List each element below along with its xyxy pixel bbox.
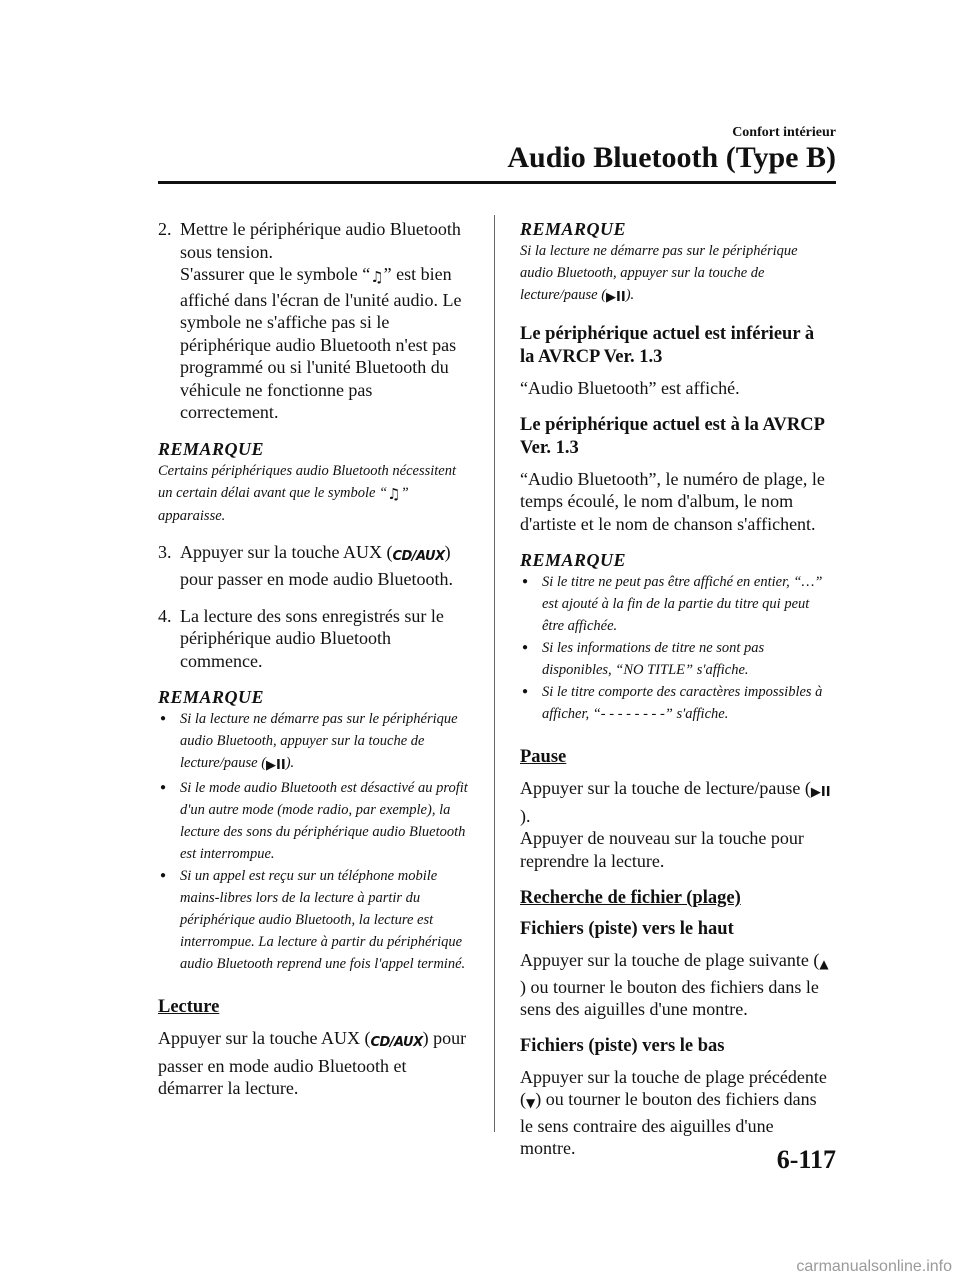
section-heading-search: Recherche de fichier (plage) — [520, 888, 741, 908]
right-column — [520, 218, 832, 1160]
left-column — [158, 218, 470, 1100]
step-3 — [158, 541, 470, 591]
step-3-text: Appuyer sur la touche AUX (CD/AUX) pour passer en mode audio Bluetooth. — [180, 541, 453, 589]
section-heading-pause: Pause — [520, 747, 567, 767]
chapter-title: Audio Bluetooth (Type B) — [507, 141, 836, 174]
note-text: Si la lecture ne démarre pas sur le périphérique audio Bluetooth, appuyer sur la touche de lecture/pause (▶II). — [520, 240, 832, 309]
play-pause-icon: ▶II — [810, 785, 831, 800]
note-title: REMARQUE — [520, 219, 627, 239]
note-item: ● Si un appel est reçu sur un téléphone mobile mains-libres lors de la lecture à partir du périphérique audio Bluetooth, la lecture est interrompue. La lecture à partir du périphérique audio Bluetooth reprend une fois l'appel terminé. — [158, 865, 470, 975]
track-up-heading: Fichiers (piste) vers le haut — [520, 919, 734, 939]
pause-resume-text: Appuyer de nouveau sur la touche pour reprendre la lecture. — [520, 828, 804, 871]
step-number: 4. — [158, 605, 172, 626]
up-triangle-icon: ▲ — [819, 957, 829, 971]
play-pause-icon: ▶II — [606, 290, 626, 305]
column-divider — [494, 215, 495, 1132]
note-title: REMARQUE — [520, 550, 627, 570]
step-4-text: La lecture des sons enregistrés sur le périphérique audio Bluetooth commence. — [180, 605, 444, 671]
note-item: ● Si le mode audio Bluetooth est désactivé au profit d'un autre mode (mode radio, par exemple), la lecture des sons du périphérique audio Bluetooth est interrompue. — [158, 777, 470, 865]
bullet-icon: ● — [522, 686, 529, 697]
step-number: 3. — [158, 541, 172, 562]
music-note-icon: ♫ — [387, 484, 401, 503]
step-2 — [158, 218, 470, 424]
cd-aux-button-icon: CD/AUX — [392, 548, 445, 564]
page-number: 6-117 — [776, 1145, 836, 1174]
step-2-text: Mettre le périphérique audio Bluetooth sous tension. — [180, 219, 461, 262]
lecture-text: Appuyer sur la touche AUX (CD/AUX) pour passer en mode audio Bluetooth et démarrer la lecture. — [158, 1028, 467, 1098]
pause-text: Appuyer sur la touche de lecture/pause (▶II). — [520, 778, 831, 826]
bullet-icon: ● — [160, 782, 167, 793]
music-note-icon: ♫ — [370, 268, 384, 286]
header-rule — [158, 181, 836, 184]
avrcp-13-heading: Le périphérique actuel est à la AVRCP Ver. 1.3 — [520, 414, 824, 458]
bullet-icon: ● — [160, 713, 167, 724]
track-down-heading: Fichiers (piste) vers le bas — [520, 1035, 725, 1056]
note-text: Certains périphériques audio Bluetooth nécessitent un certain délai avant que le symbole “♫” apparaisse. — [158, 462, 457, 524]
play-pause-icon: ▶II — [266, 758, 286, 773]
down-triangle-icon: ▼ — [526, 1096, 536, 1110]
note-title: REMARQUE — [158, 687, 265, 707]
bullet-icon: ● — [160, 870, 167, 881]
note-list — [520, 571, 832, 725]
step-2-detail: S'assurer que le symbole “♫” est bien affiché dans l'écran de l'unité audio. Le symbole ne s'affiche pas si le périphérique audio Bluetooth n'est pas programmé ou si l'unité Bluetooth du véhicule ne fonctionne pas correctement. — [180, 264, 462, 422]
section-label: Confort intérieur — [732, 125, 836, 140]
avrcp-low-text: “Audio Bluetooth” est affiché. — [520, 378, 740, 398]
section-heading-lecture: Lecture — [158, 997, 220, 1017]
note-item: ● Si le titre ne peut pas être affiché en entier, “…” est ajouté à la fin de la partie du titre qui peut être affichée. — [520, 571, 832, 637]
note-list — [158, 708, 470, 975]
note-item: ● Si les informations de titre ne sont pas disponibles, “NO TITLE” s'affiche. — [520, 637, 832, 681]
track-up-text: Appuyer sur la touche de plage suivante (▲) ou tourner le bouton des fichiers dans le sens des aiguilles d'une montre. — [520, 950, 829, 1019]
bullet-icon: ● — [522, 576, 529, 587]
avrcp-13-text: “Audio Bluetooth”, le numéro de plage, le temps écoulé, le nom d'album, le nom d'artiste et le nom de chanson s'affichent. — [520, 468, 825, 534]
note-item: ● Si le titre comporte des caractères impossibles à afficher, “- - - - - - - -” s'affiche. — [520, 681, 832, 725]
note-item: ● Si la lecture ne démarre pas sur le périphérique audio Bluetooth, appuyer sur la touche de lecture/pause (▶II). — [158, 708, 470, 777]
bullet-icon: ● — [522, 642, 529, 653]
watermark: carmanualsonline.info — [796, 1258, 952, 1275]
track-down-text: Appuyer sur la touche de plage précédente (▼) ou tourner le bouton des fichiers dans le sens contraire des aiguilles d'une montre. — [520, 1066, 827, 1158]
avrcp-low-heading: Le périphérique actuel est inférieur à la AVRCP Ver. 1.3 — [520, 324, 815, 367]
cd-aux-button-icon: CD/AUX — [370, 1035, 423, 1050]
step-4 — [158, 605, 470, 673]
step-number: 2. — [158, 219, 172, 239]
note-title: REMARQUE — [158, 438, 265, 459]
